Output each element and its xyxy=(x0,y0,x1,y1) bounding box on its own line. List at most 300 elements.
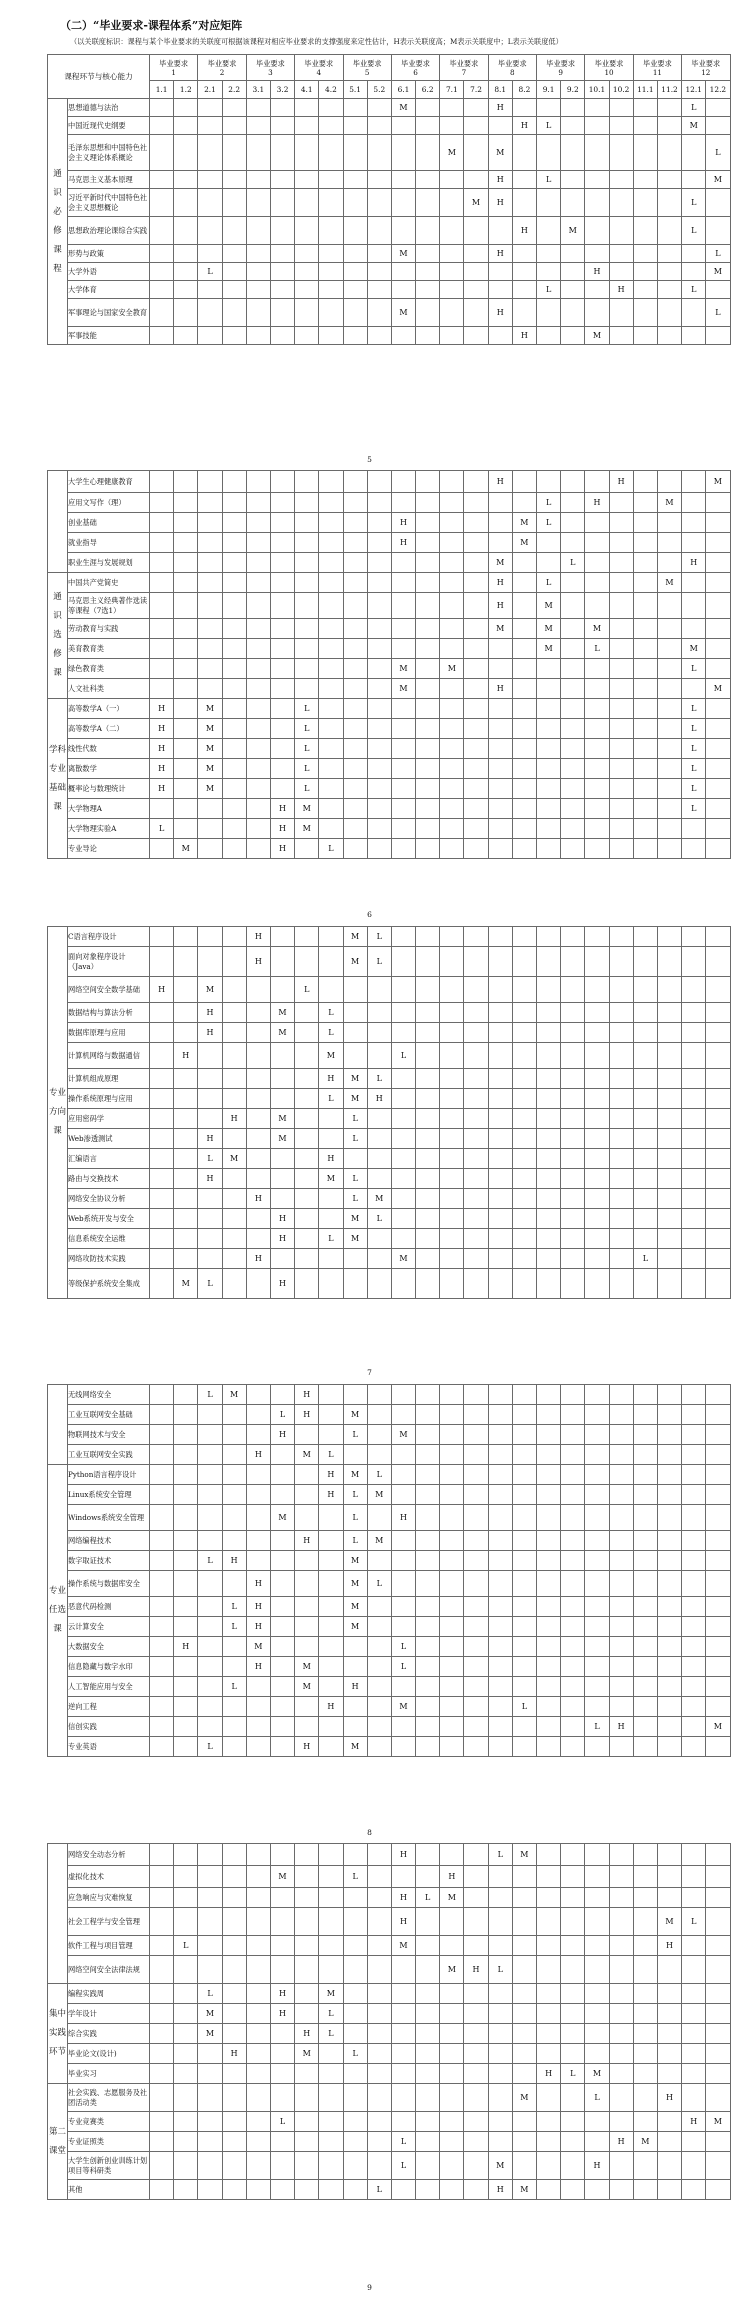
matrix-cell xyxy=(246,493,270,513)
matrix-cell xyxy=(488,1385,512,1405)
matrix-cell xyxy=(609,659,633,679)
course-name: Linux系统安全管理 xyxy=(68,1485,150,1505)
matrix-cell xyxy=(488,1269,512,1299)
matrix-cell xyxy=(367,2132,391,2152)
table-row xyxy=(48,2112,731,2132)
matrix-cell xyxy=(198,1956,222,1984)
matrix-cell xyxy=(367,1023,391,1043)
matrix-cell xyxy=(391,2084,415,2112)
matrix-cell xyxy=(488,1617,512,1637)
matrix-cell xyxy=(391,1405,415,1425)
relevance-mark: M xyxy=(343,1571,367,1597)
course-name: 综合实践 xyxy=(68,2024,150,2044)
course-group-label xyxy=(48,1385,68,1465)
matrix-cell xyxy=(537,1617,561,1637)
matrix-cell xyxy=(246,1697,270,1717)
matrix-cell xyxy=(488,1109,512,1129)
matrix-cell xyxy=(440,299,464,327)
course-name: 大数据安全 xyxy=(68,1637,150,1657)
matrix-cell xyxy=(319,619,343,639)
matrix-cell xyxy=(174,819,198,839)
matrix-cell xyxy=(512,135,536,171)
matrix-cell xyxy=(150,1425,174,1445)
course-name: 大学生创新创业训练计划项目等科研类 xyxy=(68,2152,150,2180)
sub-requirement-label: 2.1 xyxy=(198,81,222,99)
matrix-cell xyxy=(246,245,270,263)
matrix-cell xyxy=(585,1229,609,1249)
course-group-label xyxy=(48,927,68,1299)
matrix-cell xyxy=(343,1385,367,1405)
matrix-cell xyxy=(440,1617,464,1637)
matrix-cell xyxy=(222,1844,246,1866)
relevance-mark: M xyxy=(343,927,367,947)
matrix-cell xyxy=(246,1844,270,1866)
matrix-cell xyxy=(706,1597,730,1617)
matrix-cell xyxy=(150,553,174,573)
matrix-cell xyxy=(174,1866,198,1888)
matrix-cell xyxy=(295,171,319,189)
matrix-cell xyxy=(416,739,440,759)
matrix-cell xyxy=(391,947,415,977)
matrix-cell xyxy=(682,493,706,513)
matrix-cell xyxy=(246,573,270,593)
matrix-cell xyxy=(609,2112,633,2132)
matrix-cell xyxy=(609,1956,633,1984)
matrix-cell xyxy=(609,245,633,263)
table-row xyxy=(48,1697,731,1717)
matrix-cell xyxy=(222,977,246,1003)
course-group-label xyxy=(48,2084,68,2200)
matrix-cell xyxy=(657,281,681,299)
requirement-header xyxy=(295,55,343,81)
matrix-cell xyxy=(537,217,561,245)
matrix-cell xyxy=(561,977,585,1003)
relevance-mark: H xyxy=(246,1189,270,1209)
matrix-cell xyxy=(512,1425,536,1445)
course-group-label xyxy=(48,471,68,573)
matrix-cell xyxy=(246,759,270,779)
matrix-cell xyxy=(561,659,585,679)
matrix-cell xyxy=(440,1043,464,1069)
relevance-mark: L xyxy=(198,1737,222,1757)
matrix-cell xyxy=(150,1109,174,1129)
relevance-mark: H xyxy=(295,1737,319,1757)
table-row xyxy=(48,573,731,593)
matrix-cell xyxy=(537,1571,561,1597)
matrix-cell xyxy=(222,1531,246,1551)
matrix-cell xyxy=(246,263,270,281)
matrix-cell xyxy=(319,679,343,699)
relevance-mark: L xyxy=(343,1505,367,1531)
matrix-cell xyxy=(367,117,391,135)
matrix-cell xyxy=(222,1936,246,1956)
matrix-cell xyxy=(633,1717,657,1737)
matrix-cell xyxy=(295,471,319,493)
table-row xyxy=(48,263,731,281)
matrix-cell xyxy=(561,1149,585,1169)
course-name: 大学物理A xyxy=(68,799,150,819)
relevance-mark: M xyxy=(343,947,367,977)
matrix-cell xyxy=(537,1908,561,1936)
matrix-cell xyxy=(150,327,174,345)
relevance-mark: M xyxy=(391,659,415,679)
matrix-cell xyxy=(537,1866,561,1888)
matrix-cell xyxy=(609,2064,633,2084)
matrix-cell xyxy=(609,117,633,135)
matrix-cell xyxy=(319,1249,343,1269)
matrix-cell xyxy=(222,117,246,135)
relevance-mark: L xyxy=(706,299,730,327)
matrix-cell xyxy=(609,819,633,839)
matrix-cell xyxy=(246,1505,270,1531)
matrix-cell xyxy=(198,2084,222,2112)
matrix-cell xyxy=(561,1844,585,1866)
matrix-cell xyxy=(198,99,222,117)
table-row xyxy=(48,1003,731,1023)
table-row xyxy=(48,245,731,263)
table-row xyxy=(48,1844,731,1866)
relevance-mark: M xyxy=(222,1385,246,1405)
matrix-cell xyxy=(198,1109,222,1129)
matrix-cell xyxy=(488,1425,512,1445)
matrix-cell xyxy=(319,2044,343,2064)
matrix-cell xyxy=(537,1069,561,1089)
matrix-cell xyxy=(343,1249,367,1269)
matrix-cell xyxy=(174,1956,198,1984)
matrix-cell xyxy=(609,1089,633,1109)
relevance-mark: M xyxy=(367,1531,391,1551)
matrix-cell xyxy=(561,1189,585,1209)
matrix-cell xyxy=(512,1149,536,1169)
table-row xyxy=(48,533,731,553)
matrix-cell xyxy=(416,2132,440,2152)
matrix-cell xyxy=(295,1069,319,1089)
matrix-cell xyxy=(416,2180,440,2200)
matrix-cell xyxy=(464,1209,488,1229)
matrix-cell xyxy=(537,799,561,819)
requirement-header xyxy=(682,55,730,81)
matrix-cell xyxy=(343,513,367,533)
relevance-mark: M xyxy=(343,1229,367,1249)
relevance-mark: H xyxy=(488,471,512,493)
matrix-cell xyxy=(319,1888,343,1908)
matrix-cell xyxy=(295,1984,319,2004)
matrix-cell xyxy=(150,493,174,513)
matrix-cell xyxy=(706,327,730,345)
matrix-cell xyxy=(416,819,440,839)
matrix-cell xyxy=(561,1445,585,1465)
matrix-cell xyxy=(657,739,681,759)
relevance-mark: H xyxy=(174,1637,198,1657)
matrix-cell xyxy=(222,281,246,299)
matrix-cell xyxy=(657,1984,681,2004)
matrix-cell xyxy=(367,471,391,493)
matrix-cell xyxy=(270,1697,294,1717)
matrix-cell xyxy=(561,1697,585,1717)
matrix-cell xyxy=(657,2064,681,2084)
matrix-cell xyxy=(270,1737,294,1757)
matrix-cell xyxy=(270,1189,294,1209)
matrix-cell xyxy=(270,1169,294,1189)
matrix-cell xyxy=(561,1089,585,1109)
matrix-cell xyxy=(657,2044,681,2064)
matrix-cell xyxy=(246,2152,270,2180)
matrix-cell xyxy=(222,2112,246,2132)
matrix-cell xyxy=(367,217,391,245)
matrix-cell xyxy=(295,927,319,947)
matrix-cell xyxy=(416,1505,440,1531)
matrix-cell xyxy=(633,2180,657,2200)
matrix-cell xyxy=(198,533,222,553)
matrix-cell xyxy=(464,679,488,699)
matrix-cell xyxy=(609,1023,633,1043)
relevance-mark: L xyxy=(222,1677,246,1697)
matrix-cell xyxy=(609,1405,633,1425)
matrix-cell xyxy=(633,2112,657,2132)
matrix-cell xyxy=(633,533,657,553)
matrix-cell xyxy=(150,839,174,859)
matrix-cell xyxy=(609,573,633,593)
matrix-cell xyxy=(391,1737,415,1757)
matrix-cell xyxy=(706,1405,730,1425)
matrix-cell xyxy=(295,327,319,345)
matrix-cell xyxy=(150,2084,174,2112)
matrix-cell xyxy=(367,1657,391,1677)
matrix-cell xyxy=(343,1697,367,1717)
relevance-mark: H xyxy=(150,977,174,1003)
matrix-cell xyxy=(633,1866,657,1888)
matrix-cell xyxy=(488,719,512,739)
matrix-cell xyxy=(367,659,391,679)
matrix-cell xyxy=(682,1617,706,1637)
relevance-mark: M xyxy=(198,739,222,759)
matrix-cell xyxy=(512,2024,536,2044)
matrix-cell xyxy=(222,1956,246,1984)
matrix-cell xyxy=(295,1043,319,1069)
matrix-cell xyxy=(488,1089,512,1109)
matrix-cell xyxy=(440,1637,464,1657)
matrix-cell xyxy=(561,245,585,263)
matrix-cell xyxy=(319,327,343,345)
matrix-cell xyxy=(512,1908,536,1936)
relevance-mark: M xyxy=(682,639,706,659)
matrix-cell xyxy=(174,1405,198,1425)
matrix-table-page-8 xyxy=(47,1384,731,1757)
matrix-cell xyxy=(537,927,561,947)
matrix-cell xyxy=(198,839,222,859)
matrix-cell xyxy=(657,2152,681,2180)
matrix-cell xyxy=(537,2004,561,2024)
matrix-cell xyxy=(367,1505,391,1531)
matrix-cell xyxy=(319,245,343,263)
matrix-cell xyxy=(198,135,222,171)
matrix-cell xyxy=(706,1936,730,1956)
course-name: 高等数学A（二） xyxy=(68,719,150,739)
matrix-cell xyxy=(657,1023,681,1043)
matrix-cell xyxy=(561,1571,585,1597)
matrix-cell xyxy=(682,1129,706,1149)
matrix-cell xyxy=(367,2064,391,2084)
matrix-cell xyxy=(633,493,657,513)
matrix-cell xyxy=(512,2152,536,2180)
matrix-cell xyxy=(416,2004,440,2024)
matrix-cell xyxy=(295,533,319,553)
table-row xyxy=(48,759,731,779)
relevance-mark: L xyxy=(537,573,561,593)
relevance-mark: H xyxy=(488,189,512,217)
matrix-cell xyxy=(270,1717,294,1737)
matrix-cell xyxy=(488,2064,512,2084)
matrix-cell xyxy=(537,819,561,839)
matrix-cell xyxy=(367,619,391,639)
matrix-cell xyxy=(537,1551,561,1571)
matrix-cell xyxy=(657,1888,681,1908)
matrix-cell xyxy=(561,947,585,977)
matrix-cell xyxy=(464,1908,488,1936)
matrix-cell xyxy=(585,171,609,189)
matrix-cell xyxy=(657,171,681,189)
matrix-cell xyxy=(537,1089,561,1109)
table-row xyxy=(48,1465,731,1485)
matrix-cell xyxy=(416,1043,440,1069)
relevance-mark: H xyxy=(295,1385,319,1405)
matrix-cell xyxy=(319,1531,343,1551)
matrix-cell xyxy=(343,799,367,819)
matrix-cell xyxy=(657,1089,681,1109)
matrix-cell xyxy=(585,1043,609,1069)
matrix-cell xyxy=(657,1844,681,1866)
matrix-cell xyxy=(682,513,706,533)
matrix-cell xyxy=(246,1425,270,1445)
matrix-cell xyxy=(174,1169,198,1189)
matrix-cell xyxy=(512,719,536,739)
matrix-cell xyxy=(416,513,440,533)
matrix-cell xyxy=(706,1844,730,1866)
matrix-cell xyxy=(512,1936,536,1956)
matrix-cell xyxy=(585,779,609,799)
matrix-cell xyxy=(464,2044,488,2064)
matrix-cell xyxy=(464,799,488,819)
sub-requirement-label: 10.1 xyxy=(585,81,609,99)
matrix-cell xyxy=(561,1551,585,1571)
matrix-cell xyxy=(561,2112,585,2132)
matrix-cell xyxy=(585,799,609,819)
matrix-cell xyxy=(657,927,681,947)
matrix-cell xyxy=(440,1425,464,1445)
matrix-cell xyxy=(706,659,730,679)
matrix-cell xyxy=(343,553,367,573)
matrix-cell xyxy=(440,573,464,593)
matrix-cell xyxy=(391,1109,415,1129)
matrix-cell xyxy=(585,1866,609,1888)
relevance-mark: M xyxy=(440,1956,464,1984)
matrix-cell xyxy=(488,1405,512,1425)
relevance-mark: M xyxy=(198,2004,222,2024)
matrix-cell xyxy=(440,1229,464,1249)
matrix-cell xyxy=(440,1385,464,1405)
matrix-cell xyxy=(270,1617,294,1637)
matrix-cell xyxy=(464,639,488,659)
matrix-cell xyxy=(440,699,464,719)
relevance-mark: H xyxy=(270,839,294,859)
relevance-mark: L xyxy=(561,553,585,573)
matrix-cell xyxy=(609,1445,633,1465)
matrix-cell xyxy=(682,679,706,699)
matrix-cell xyxy=(150,1571,174,1597)
matrix-cell xyxy=(222,699,246,719)
matrix-cell xyxy=(561,1597,585,1617)
matrix-cell xyxy=(464,1385,488,1405)
matrix-cell xyxy=(633,117,657,135)
course-name: 虚拟化技术 xyxy=(68,1866,150,1888)
matrix-cell xyxy=(706,1169,730,1189)
matrix-cell xyxy=(682,2084,706,2112)
requirement-header xyxy=(246,55,294,81)
matrix-cell xyxy=(464,245,488,263)
table-row xyxy=(48,1043,731,1069)
matrix-cell xyxy=(270,1485,294,1505)
matrix-cell xyxy=(150,513,174,533)
matrix-cell xyxy=(319,1109,343,1129)
matrix-cell xyxy=(633,593,657,619)
matrix-cell xyxy=(561,1956,585,1984)
matrix-cell xyxy=(246,699,270,719)
matrix-cell xyxy=(706,1003,730,1023)
matrix-cell xyxy=(295,1505,319,1531)
relevance-mark: H xyxy=(150,719,174,739)
relevance-mark: M xyxy=(706,679,730,699)
matrix-cell xyxy=(270,1069,294,1089)
relevance-legend-note: （以关联度标识：课程与某个毕业要求的关联度可根据该课程对相应毕业要求的支撑强度来定性估计，H表示关联度高；M表示关联度中；L表示关联度低） xyxy=(70,37,563,46)
relevance-mark: M xyxy=(367,1189,391,1209)
matrix-cell xyxy=(561,839,585,859)
matrix-cell xyxy=(657,1866,681,1888)
matrix-cell xyxy=(295,619,319,639)
matrix-cell xyxy=(319,819,343,839)
matrix-cell xyxy=(367,1003,391,1023)
matrix-cell xyxy=(609,1169,633,1189)
relevance-mark: M xyxy=(585,327,609,345)
matrix-cell xyxy=(682,1844,706,1866)
matrix-cell xyxy=(367,493,391,513)
matrix-cell xyxy=(488,1169,512,1189)
matrix-cell xyxy=(440,263,464,281)
matrix-cell xyxy=(633,2004,657,2024)
matrix-cell xyxy=(270,1445,294,1465)
relevance-mark: M xyxy=(367,1485,391,1505)
relevance-mark: H xyxy=(198,1003,222,1023)
matrix-cell xyxy=(488,1908,512,1936)
matrix-cell xyxy=(367,135,391,171)
matrix-cell xyxy=(512,1657,536,1677)
matrix-cell xyxy=(222,739,246,759)
matrix-cell xyxy=(150,1956,174,1984)
relevance-mark: M xyxy=(270,1129,294,1149)
matrix-cell xyxy=(295,1003,319,1023)
matrix-cell xyxy=(222,947,246,977)
course-name: 信创实践 xyxy=(68,1717,150,1737)
relevance-mark: H xyxy=(391,1908,415,1936)
relevance-mark: M xyxy=(174,1269,198,1299)
matrix-cell xyxy=(488,1697,512,1717)
table-row xyxy=(48,799,731,819)
matrix-cell xyxy=(270,171,294,189)
matrix-cell xyxy=(657,1149,681,1169)
matrix-cell xyxy=(222,245,246,263)
matrix-cell xyxy=(416,2112,440,2132)
matrix-cell xyxy=(609,1385,633,1405)
matrix-cell xyxy=(343,619,367,639)
